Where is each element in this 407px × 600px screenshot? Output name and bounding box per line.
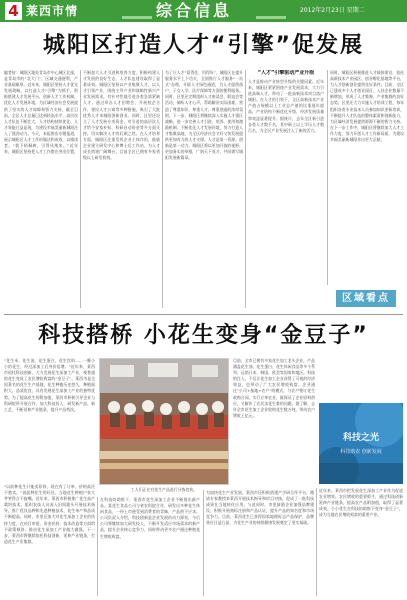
story2-column-5: 为加快花生产业发展，莱西市还积极搭建产学研合作平台，邀请专家教授来莱西开展技术指导和项目对接，促成了一批科技成果在当地转化应用。与此同时，市里鼓励企业加强品牌建设，积极开展商标注册和产品认证，提升产品的知名度和市场竞争力。目前，莱西花生已获得国家地理标志产品保护，品牌效应日益凸显，为花生产业的持续健康发展奠定了坚实基础。 <box>206 490 314 526</box>
factory-scene-image <box>100 359 228 484</box>
story1-column-2: 不断加大人才引进和培养力度，积极构建人才发展的良好生态，人才队伍建设取得了显著成效。城阳区坚持以产业集聚人才、以人才引领产业，围绕主导产业和战略性新兴产业发展需求，有针对性地引进各类急需紧缺人才。通过举办人才招聘会、开展校企合作、建设人才公寓等多种措施，吸引了大批优秀人才来城阳创新创业。同时，区里还设立了人才发展专项资金，对引进的高层次人才给予安家补贴、科研启动资金等多方面支持，切实解决人才的后顾之忧。在人才培养方面，城阳区注重发挥企业主体作用，鼓励企业建立研发中心和博士后工作站，为人才成长搭建广阔舞台，目前全区已拥有多家省级以上研发机构。 <box>83 70 160 161</box>
story2-column-1: “花生米、花生油、花生蛋白、花生饮料……一颗小小的花生，经过深加工后身价倍增。”近年来，莱西市依托科技创新，大力发展花生深加工产业，使普通的花生变成了农民增收致富的“金豆子”。莱西市是全国著名的花生生产基地，花生种植历史悠久，种植面积大、品质优良，具有发展花生深加工产业的独特优势。为了提高花生的附加值，莱西市积极引导企业与科研院所开展合作，加大科技投入，研发新产品、新工艺，不断延伸产业链条，提升产品档次。 <box>4 358 95 412</box>
story1-column-5: 同时，城阳区积极推进人才载体建设，依托高新技术产业园区、创业孵化基地等平台，为人才创新创业提供良好条件。目前，全区已建成多个人才创业园区，入驻企业数量不断增加，形成了人才集聚、产业集群的良好态势。区里还大力实施人才培训工程，每年组织各类专业技术人员参加知识更新培训，不断提升人才队伍的整体素质和创新能力，为区域经济发展提供源源不断的智力支持。在下一步工作中，城阳区将继续加大人才工作力度，努力开创人才工作新局面，为建设幸福美丽新城阳作出更大贡献。 <box>330 70 404 143</box>
district-watch-logo: 区域看点 <box>336 290 396 307</box>
column-divider <box>97 497 98 596</box>
column-divider <box>245 70 246 308</box>
story1-column-1: 编者按：城阳区地处青岛市中心城区北部，是青岛市的“北大门”，区域交通便利，产业基础雄厚。近年来，城阳区坚持人才优先发展战略，以打造人才“引擎”为抓手，积极搭建人才发展平台，创新人才工作机制，优化人才发展环境，为区域经济社会发展提供了坚实的人才保障和智力支持。截至目前，全区人才总量已达到较高水平，高层次人才队伍不断壮大，人才结构持续优化，人才效能日益显现，为建设幸福美丽新城阳注入了强劲动力。今天，本报推出专题报道，展示城阳区人才工作的做法和成效，以飨读者。“栽下梧桐树，引得凤凰来。”近年来，城阳区坚持把人才工作摆在突出位置， <box>4 70 78 155</box>
promo-title: 科技之光 <box>342 433 379 443</box>
banner-title: 综合信息 <box>156 1 233 20</box>
story2-column-3: “以前种花生只能卖原料，现在有了订单，价格高还不愁卖。”说起种花生的好处，当地花生种植户张大爷笑得合不拢嘴。近年来，莱西市积极推广花生高产栽培技术，组织农技人员深入田间地头开展技术指导，推广优良品种和先进种植技术，花生单产和品质不断提高。同时，市里还加大对花生深加工企业的扶持力度，在项目审批、资金扶持、技术改造等方面给予政策倾斜，推动花生深加工产业做大做强。下一步，莱西市将继续依托科技创新，延伸产业链条，打造花生产业集群。 <box>4 484 95 544</box>
column-divider <box>162 70 163 308</box>
column-divider <box>203 490 204 596</box>
masthead-ornament-left <box>122 16 152 19</box>
story1-subhead: “人才”引擎驱动产业升级 <box>257 70 315 76</box>
column-divider <box>80 70 81 308</box>
masthead-ornament-right <box>256 16 286 19</box>
story2-column-6: 近年来，莱西市把发展花生深加工产业作为促进农业增效、农民增收的重要抓手，通过科技创新延伸产业链条，提高农产品附加值，取得了显著成效。小小花生在科技的助推下变身“金豆子”，成为当地农民增收致富的重要产业。 <box>319 488 403 518</box>
story1-column-3: 为了让人才“留得住、用得好”，城阳区在提升服务水平上下功夫，全面推行人才服务“一站式”办理，开辟人才绿色通道，为人才提供落户、子女入学、医疗保障等方面的便利服务。同时，区里还定期组织人才座谈会、联谊会等活动，倾听人才心声，帮助解决实际困难，营造了尊重知识、尊重人才、尊重创造的浓厚氛围。下一步，城阳区将继续深入实施人才强区战略，进一步完善人才引进、培养、使用和激励机制，不断优化人才发展环境，努力打造人才集聚高地，为全区经济社会又好又快发展提供更加有力的人才支撑。人才是第一资源，创新是第一动力。城阳区将以更加开放的视野、更加务实的举措，广纳天下英才，共同谱写城阳发展新篇章。 <box>165 70 243 161</box>
column-divider <box>327 70 328 285</box>
story2-column-4: 在科技的助推下，莱西市花生深加工企业不断推出新产品。某花生食品公司与省农科院合作，研发出多种花生休闲食品，一经上市便受到消费者的青睐，产品供不应求。公司负责人介绍，科技创新是企业发展的动力源泉，今后公司将继续加大研发投入，不断开发适应市场需求的新产品，提升企业核心竞争力，同时带动更多农户通过种植花生增收致富。 <box>100 497 200 539</box>
story2-headline: 科技搭桥 小花生变身“金豆子” <box>38 323 369 348</box>
peanut-factory-photo <box>99 358 229 485</box>
photo-caption: 工人们正在对花生产品进行分拣包装。 <box>130 487 198 492</box>
tech-promo-box <box>319 403 403 484</box>
issue-date: 2012年2月23日 星期二 <box>300 7 365 14</box>
story2-column-2: 目前，全市已拥有多家花生加工龙头企业，产品涵盖花生油、花生蛋白、花生休闲食品等多个系列，远销日本、韩国、欧美等国家和地区。科技的注入，不仅让花生加工企业获得了可观的经济效益，也带动了广大农民增收致富。企业通过“公司+基地+农户”的模式，与农户签订花生收购合同，实行订单农业，既保证了企业原料供应，又解决了农民卖花生难的问题。据了解，去年全市花生加工企业收购花生数万吨，带动农户增收上亿元。 <box>233 358 315 418</box>
promo-subtitle: 科技助农 创新发展 <box>340 449 382 455</box>
story1-column-4: 人才是推动产业转型升级的关键因素。近年来，城阳区紧紧围绕产业发展需求，大力引进高端人才，带动了一批高新技术项目落户城阳。在人才的引领下，全区高新技术产业产值占规模以上工业总产值的比重逐年提高，产业结构不断优化升级，经济发展质量和效益显著提升。据统计，去年全区新引进各类人才数千名，其中硕士以上学历人才数百名，为全区产业发展注入了新的活力。 <box>248 79 324 133</box>
section-divider <box>4 314 403 315</box>
page-number: 4 <box>5 2 22 20</box>
column-divider <box>316 488 317 596</box>
section-name: 莱西市情 <box>26 4 79 18</box>
story1-headline: 城阳区打造人才“引擎”促发展 <box>43 33 364 58</box>
